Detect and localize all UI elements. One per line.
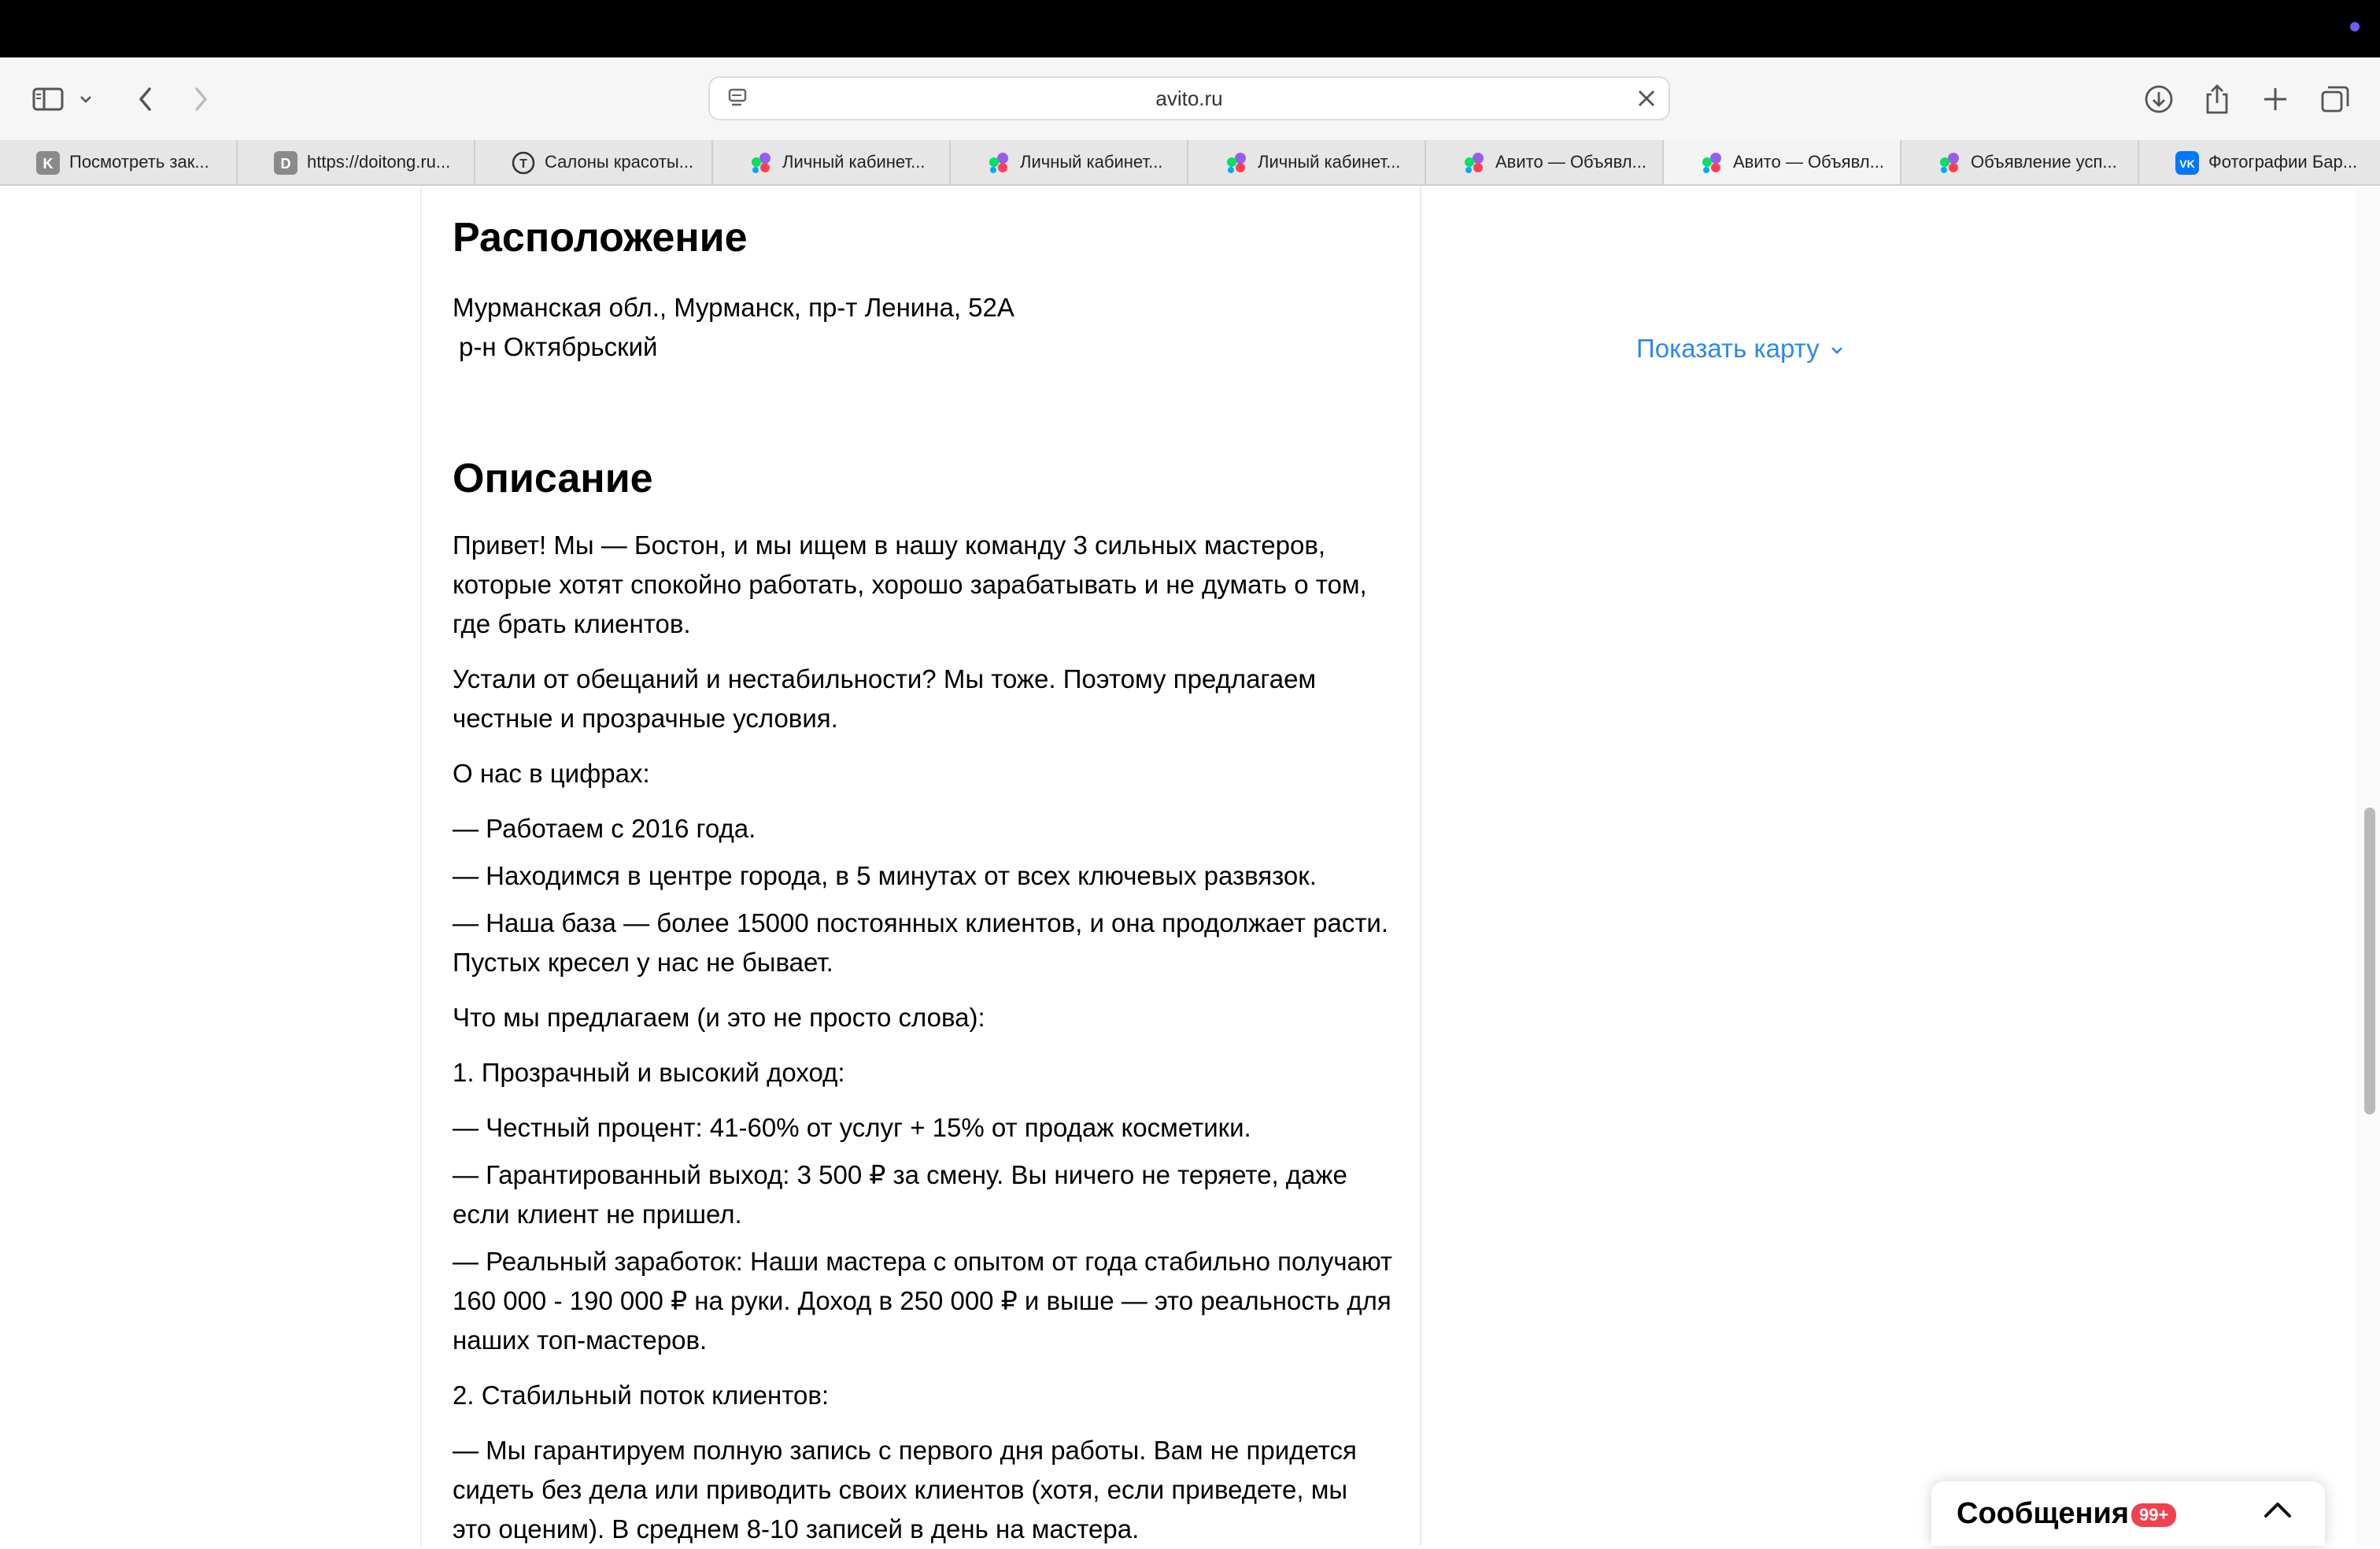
d-favicon (274, 151, 298, 175)
tab[interactable] (2139, 140, 2380, 184)
tab[interactable] (1188, 140, 1426, 184)
avito-favicon (1462, 151, 1486, 175)
text-line: 160 000 - 190 000 ₽ на руки. Доход в 250 000 ₽ и выше — это реальность для (453, 1286, 1391, 1315)
text-line: если клиент не пришел. (453, 1200, 742, 1229)
tab-label: Салоны красоты... (545, 152, 694, 172)
text-line: — Честный процент: 41-60% от услуг + 15% от продаж косметики. (453, 1113, 1251, 1142)
description-paragraph (453, 998, 1397, 1037)
close-icon[interactable] (1635, 87, 1658, 113)
back-icon[interactable] (126, 79, 165, 119)
text-line: наших топ-мастеров. (453, 1325, 708, 1355)
description-paragraph (453, 1108, 1397, 1148)
unread-badge: 99+ (2131, 1503, 2176, 1527)
tab-label: Авито — Объявл... (1733, 152, 1884, 172)
show-map-label: Показать карту (1636, 334, 1820, 363)
text-line: Пустых кресел у нас не бывает. (453, 948, 833, 977)
address-bar[interactable] (708, 76, 1670, 120)
text-line: Привет! Мы — Бостон, и мы ищем в нашу команду 3 сильных мастеров, (453, 531, 1326, 560)
page-content (0, 186, 2380, 1546)
sidebar-icon[interactable] (28, 79, 68, 119)
location-heading: Расположение (453, 215, 748, 261)
tab[interactable] (0, 140, 238, 184)
t-favicon (512, 151, 535, 175)
location-address: Мурманская обл., Мурманск, пр-т Ленина, 52А (453, 293, 1014, 322)
tab-label: Объявление усп... (1971, 152, 2117, 172)
scrollbar-thumb[interactable] (2364, 808, 2375, 1115)
tab-label: Фотографии Бар... (2208, 152, 2358, 172)
avito-favicon (1938, 151, 1961, 175)
svg-text:K: K (42, 156, 54, 172)
text-line: сидеть без дела или приводить своих клиентов (хотя, если приведете, мы (453, 1475, 1348, 1504)
tab-overview-icon[interactable] (2315, 79, 2355, 119)
svg-text:VK: VK (2179, 157, 2195, 170)
tab[interactable] (238, 140, 475, 184)
text-line: — Реальный заработок: Наши мастера с опытом от года стабильно получают (453, 1247, 1393, 1276)
browser-toolbar (0, 57, 2380, 140)
tab[interactable] (475, 140, 713, 184)
k-favicon (36, 151, 60, 175)
description-paragraph (453, 856, 1397, 896)
forward-icon[interactable] (181, 79, 220, 119)
tab-label: Личный кабинет... (782, 152, 926, 172)
description-paragraph (453, 1053, 1397, 1092)
description-paragraph (453, 1376, 1397, 1415)
avito-favicon (987, 151, 1011, 175)
system-menubar (0, 0, 2380, 57)
text-line: которые хотят спокойно работать, хорошо зарабатывать и не думать о том, (453, 570, 1367, 599)
description-paragraph (453, 754, 1397, 793)
text-line: — Гарантированный выход: 3 500 ₽ за смену. Вы ничего не теряете, даже (453, 1160, 1347, 1189)
address-url[interactable]: avito.ru (1155, 87, 1223, 110)
show-map-link[interactable] (1636, 334, 1844, 364)
column-divider (420, 186, 422, 1546)
text-line: 1. Прозрачный и высокий доход: (453, 1058, 845, 1087)
description-paragraph (453, 809, 1397, 848)
vk-favicon (2175, 151, 2199, 175)
messages-label: Сообщения (1957, 1497, 2130, 1530)
description-paragraph (453, 1431, 1397, 1549)
text-line: Что мы предлагаем (и это не просто слова): (453, 1003, 985, 1032)
messages-widget[interactable] (1931, 1481, 2325, 1546)
download-icon[interactable] (2139, 79, 2179, 119)
svg-text:T: T (519, 157, 527, 171)
status-indicator-dot (2350, 22, 2360, 31)
text-line: 2. Стабильный поток клиентов: (453, 1381, 830, 1410)
tab[interactable] (713, 140, 951, 184)
avito-favicon (1700, 151, 1724, 175)
text-line: — Находимся в центре города, в 5 минутах от всех ключевых развязок. (453, 861, 1317, 890)
text-line: это оценим). В среднем 8-10 записей в день на мастера. (453, 1514, 1140, 1543)
tab-label: Личный кабинет... (1020, 152, 1163, 172)
tab[interactable] (951, 140, 1188, 184)
description-heading: Описание (453, 456, 653, 501)
text-line: — Наша база — более 15000 постоянных клиентов, и она продолжает расти. (453, 908, 1389, 937)
text-line: О нас в цифрах: (453, 759, 650, 788)
description-paragraph (453, 660, 1397, 738)
tab-label: Посмотреть зак... (69, 152, 209, 172)
tab[interactable] (1901, 140, 2139, 184)
tab-active[interactable] (1664, 140, 1901, 184)
column-divider (1420, 186, 1421, 1546)
avito-favicon (749, 151, 773, 175)
text-line: где брать клиентов. (453, 609, 691, 638)
chevron-down-icon[interactable] (74, 79, 98, 119)
description-paragraph (453, 1242, 1397, 1360)
share-icon[interactable] (2197, 79, 2237, 119)
description-paragraph (453, 904, 1397, 982)
tab-label: Авито — Объявл... (1495, 152, 1646, 172)
avito-favicon (1225, 151, 1248, 175)
tab-label: https://doitong.ru... (307, 152, 451, 172)
svg-text:D: D (280, 156, 291, 172)
tab[interactable] (1426, 140, 1664, 184)
description-paragraph (453, 1155, 1397, 1234)
new-tab-icon[interactable] (2256, 79, 2295, 119)
text-line: — Мы гарантируем полную запись с первого дня работы. Вам не придется (453, 1436, 1357, 1465)
chevron-down-icon (1830, 345, 1844, 356)
text-line: Устали от обещаний и нестабильности? Мы тоже. Поэтому предлагаем (453, 664, 1317, 693)
tab-label: Личный кабинет... (1258, 152, 1401, 172)
description-paragraph (453, 526, 1397, 644)
tab-bar (0, 140, 2380, 186)
text-line: честные и прозрачные условия. (453, 704, 838, 733)
location-district: р-н Октябрьский (459, 332, 658, 361)
chevron-up-icon[interactable] (2262, 1497, 2293, 1525)
text-line: — Работаем с 2016 года. (453, 814, 756, 843)
